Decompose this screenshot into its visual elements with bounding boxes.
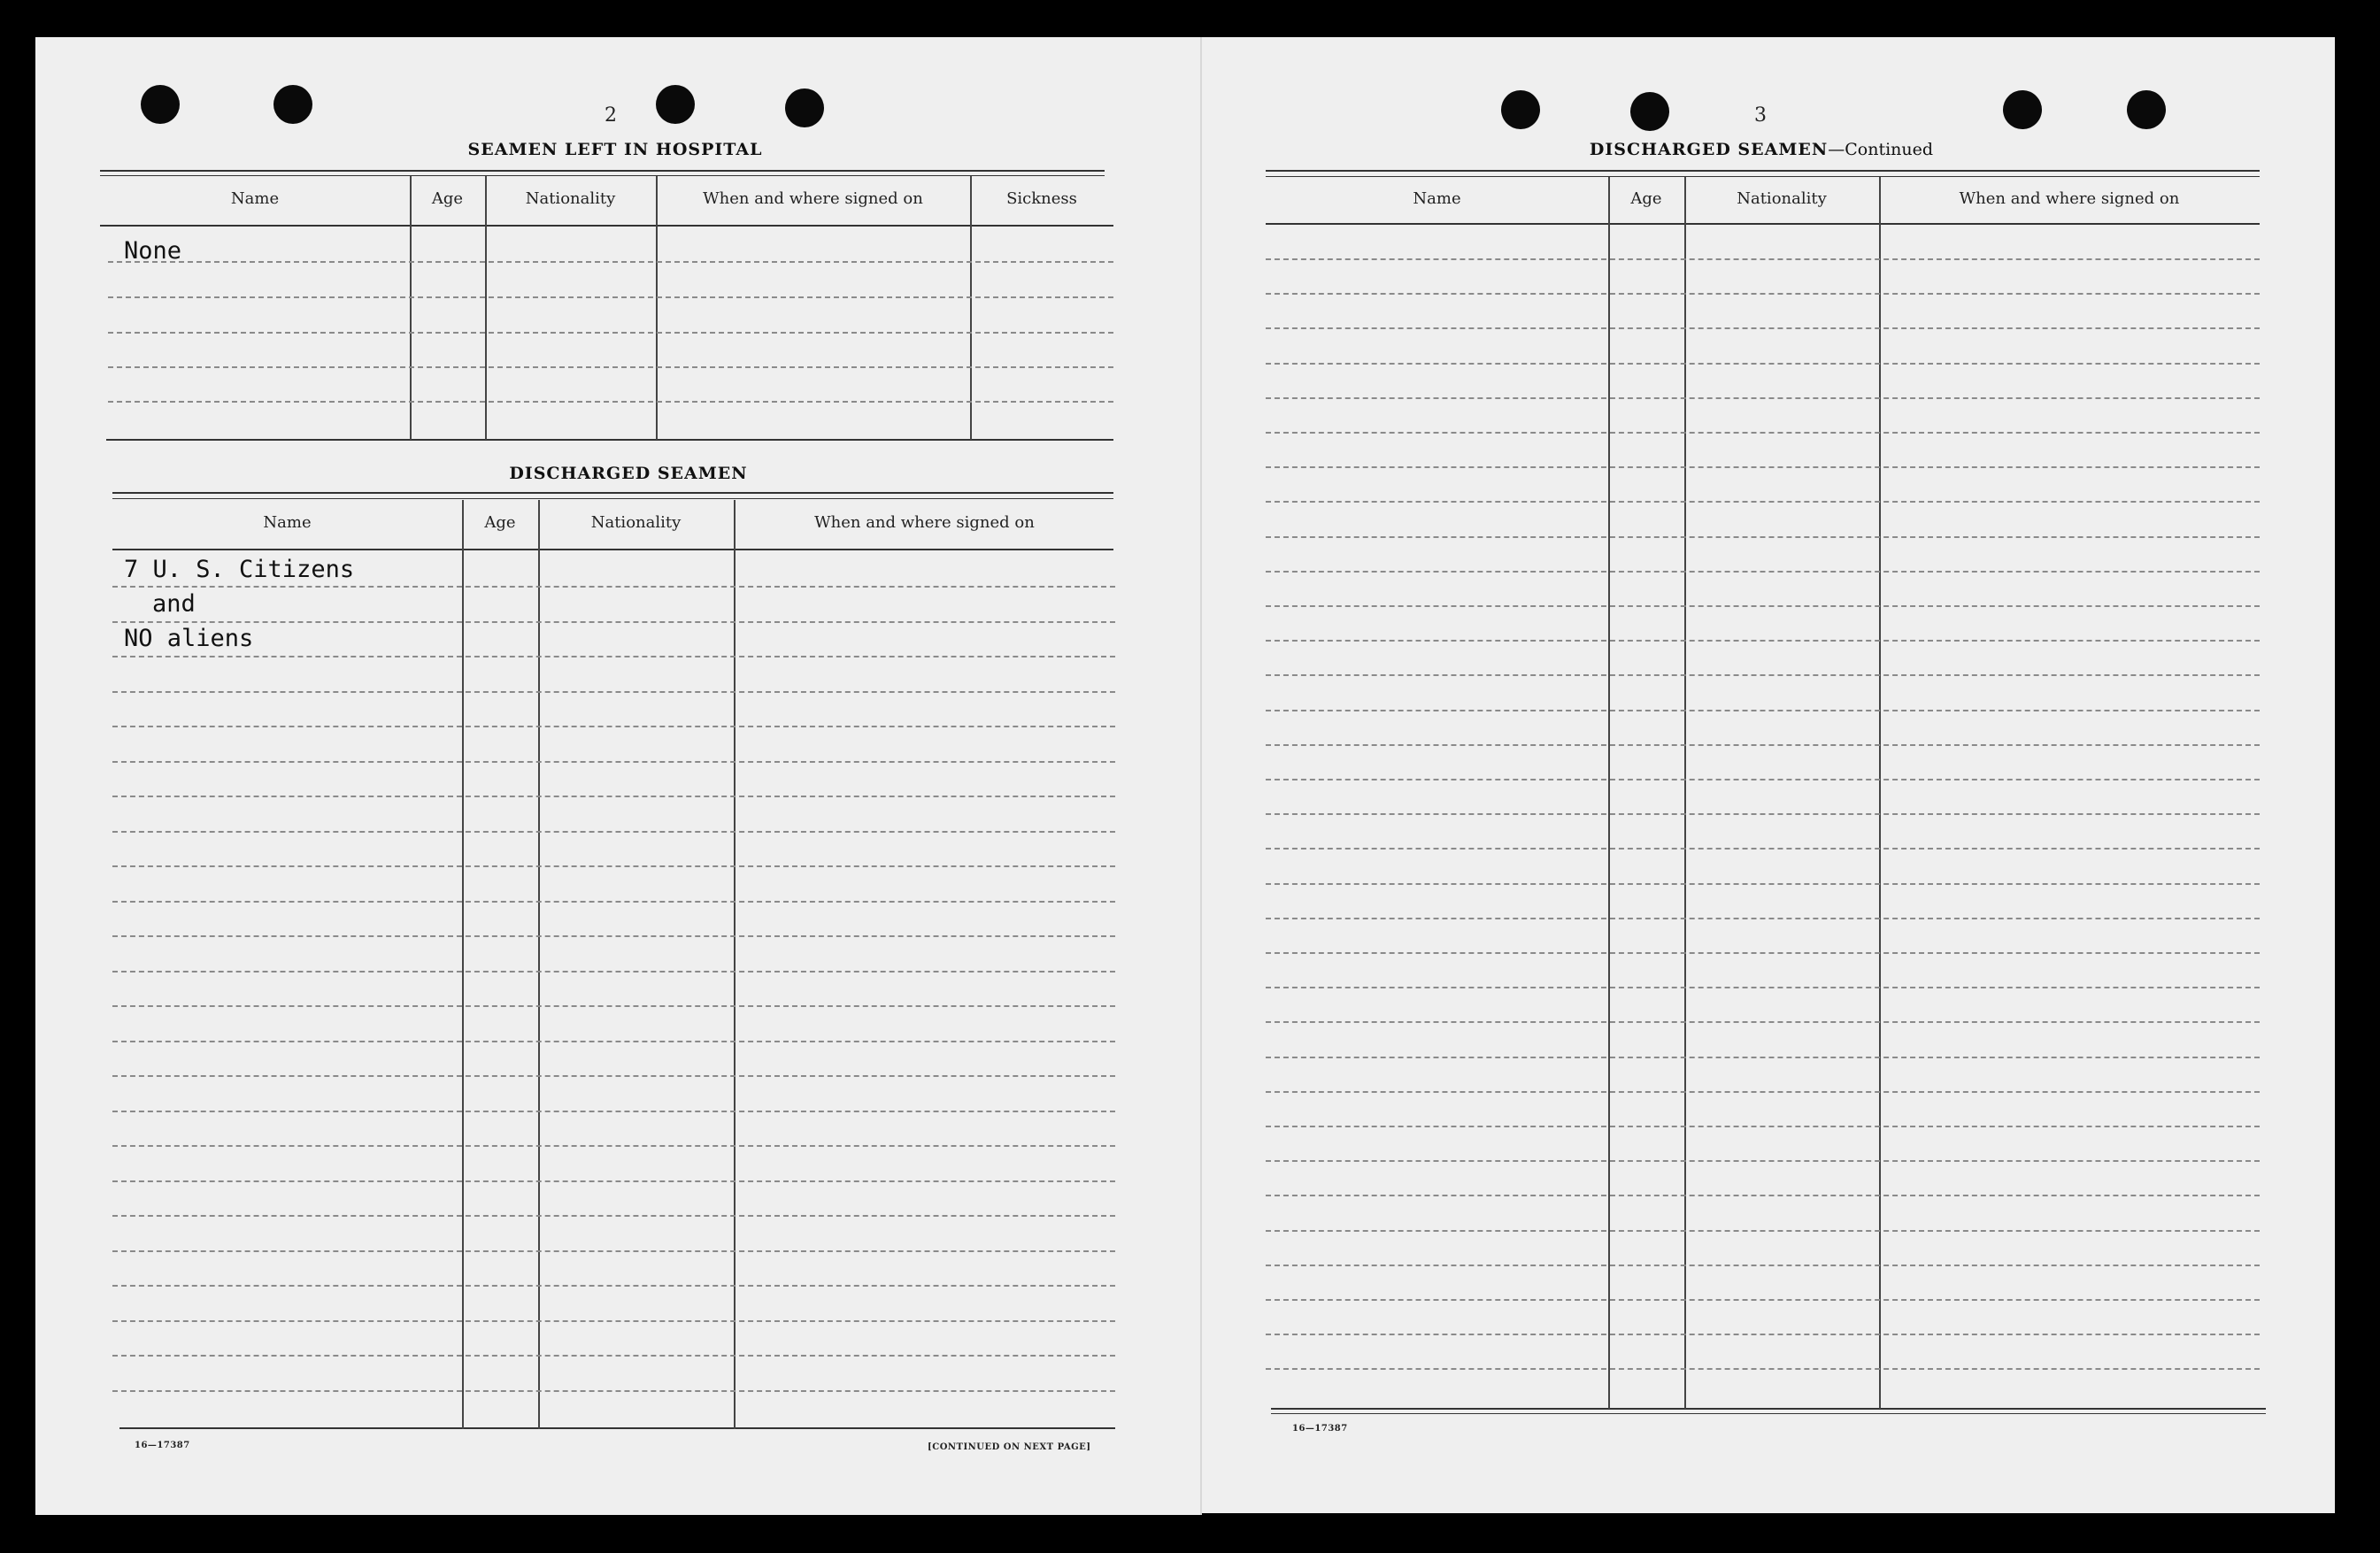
discharged-col-age: Age (484, 513, 516, 532)
discharged-col-nationality: Nationality (590, 513, 682, 532)
ruled-row-line (1266, 883, 2260, 885)
hospital-entry: None (124, 237, 182, 265)
ruled-row-line (112, 586, 1115, 588)
right-table-bottom-rule-2 (1271, 1413, 2266, 1414)
punch-hole (2127, 90, 2166, 129)
right-section-title (1540, 140, 1983, 159)
ruled-row-line (1266, 744, 2260, 746)
ruled-row-line (112, 831, 1115, 833)
page-number-right: 3 (1754, 104, 1767, 127)
ruled-row-line (112, 796, 1115, 797)
punch-hole (1501, 90, 1540, 129)
ruled-row-line (112, 726, 1115, 727)
ruled-row-line (112, 1180, 1115, 1182)
right-table-top-rule (1266, 170, 2260, 172)
hospital-col-signed-on: When and where signed on (703, 189, 923, 208)
ruled-row-line (112, 865, 1115, 867)
hospital-col-name: Name (230, 189, 280, 208)
ruled-row-line (1266, 1126, 2260, 1127)
ruled-row-line (1266, 327, 2260, 329)
ruled-row-line (1266, 640, 2260, 642)
ruled-row-line (112, 621, 1115, 623)
ruled-row-line (1266, 1057, 2260, 1058)
punch-hole (785, 88, 824, 127)
discharged-col-signed-on: When and where signed on (814, 513, 1035, 532)
ruled-row-line (112, 935, 1115, 937)
ruled-row-line (1266, 674, 2260, 676)
ruled-row-line (112, 1215, 1115, 1217)
hospital-row-line (108, 296, 1113, 298)
punch-hole (273, 85, 312, 124)
ruled-row-line (1266, 466, 2260, 468)
punch-hole (656, 85, 695, 124)
ruled-row-line (1266, 1368, 2260, 1370)
discharged-col-name: Name (263, 513, 312, 532)
ruled-row-line (112, 691, 1115, 693)
hospital-row-line (108, 261, 1113, 263)
ruled-row-line (1266, 363, 2260, 365)
right-table-bottom-rule (1271, 1408, 2266, 1410)
form-number-left: 16—17387 (135, 1441, 190, 1450)
hospital-col-nationality: Nationality (525, 189, 616, 208)
discharged-table-bottom-rule (119, 1427, 1115, 1429)
ruled-row-line (112, 1355, 1115, 1357)
right-col-name: Name (1413, 189, 1461, 208)
right-title-suffix: —Continued (1828, 140, 1934, 159)
hospital-row-line (108, 366, 1113, 368)
discharged-table-top-rule-2 (112, 498, 1113, 499)
ruled-row-line (1266, 1160, 2260, 1162)
ruled-row-line (112, 1390, 1115, 1392)
ruled-row-line (112, 1005, 1115, 1007)
right-col-signed-on: When and where signed on (1959, 189, 2180, 208)
ruled-row-line (1266, 571, 2260, 573)
ruled-row-line (1266, 501, 2260, 503)
hospital-col-age: Age (431, 189, 464, 208)
ruled-row-line (112, 1250, 1115, 1252)
ruled-row-line (112, 1111, 1115, 1112)
ruled-row-line (1266, 918, 2260, 919)
ruled-row-line (1266, 432, 2260, 434)
punch-hole (1630, 92, 1669, 131)
ruled-row-line (112, 1041, 1115, 1042)
ruled-row-line (112, 1075, 1115, 1077)
hospital-table-bottom-rule (106, 439, 1113, 441)
right-table-top-rule-2 (1266, 176, 2260, 177)
ruled-row-line (1266, 536, 2260, 538)
punch-hole (2003, 90, 2042, 129)
hospital-table-top-rule-2 (100, 175, 1105, 176)
ruled-row-line (1266, 813, 2260, 815)
right-col-nationality: Nationality (1737, 189, 1827, 208)
ruled-row-line (1266, 952, 2260, 954)
ruled-row-line (1266, 848, 2260, 850)
ruled-row-line (112, 656, 1115, 657)
right-header-rule (1266, 223, 2260, 225)
ruled-row-line (1266, 258, 2260, 260)
right-title-main: DISCHARGED SEAMEN (1589, 140, 1829, 159)
ruled-row-line (1266, 605, 2260, 607)
ruled-row-line (1266, 397, 2260, 399)
ruled-row-line (1266, 987, 2260, 988)
discharged-entry: NO aliens (124, 625, 254, 652)
punch-hole (141, 85, 180, 124)
ruled-row-line (1266, 1230, 2260, 1232)
ruled-row-line (1266, 293, 2260, 295)
ruled-row-line (112, 901, 1115, 903)
hospital-row-line (108, 332, 1113, 334)
ruled-row-line (1266, 1195, 2260, 1196)
page-number-left: 2 (605, 104, 617, 127)
discharged-col-divider (462, 500, 464, 1429)
ruled-row-line (112, 1145, 1115, 1147)
discharged-col-divider (538, 500, 540, 1429)
ruled-row-line (1266, 1265, 2260, 1266)
ruled-row-line (1266, 1091, 2260, 1093)
discharged-col-divider (734, 500, 736, 1429)
discharged-section-title: DISCHARGED SEAMEN (509, 464, 748, 483)
right-col-age: Age (1630, 189, 1662, 208)
hospital-col-sickness: Sickness (1006, 189, 1077, 208)
discharged-entry: 7 U. S. Citizens (124, 556, 355, 583)
ruled-row-line (112, 1285, 1115, 1287)
ruled-row-line (1266, 1334, 2260, 1335)
ruled-row-line (1266, 1021, 2260, 1023)
discharged-header-rule (112, 549, 1113, 550)
ruled-row-line (112, 971, 1115, 973)
hospital-section-title: SEAMEN LEFT IN HOSPITAL (467, 140, 763, 159)
ruled-row-line (112, 1320, 1115, 1322)
hospital-header-rule (100, 225, 1113, 227)
discharged-entry: and (152, 590, 196, 618)
ruled-row-line (1266, 779, 2260, 780)
hospital-table-top-rule (100, 170, 1105, 172)
ruled-row-line (1266, 710, 2260, 711)
ruled-row-line (112, 761, 1115, 763)
form-number-right: 16—17387 (1292, 1424, 1348, 1434)
ruled-row-line (1266, 1299, 2260, 1301)
discharged-table-top-rule (112, 492, 1113, 494)
hospital-row-line (108, 401, 1113, 403)
left-page (35, 37, 1202, 1515)
continued-note: [CONTINUED ON NEXT PAGE] (928, 1442, 1091, 1452)
